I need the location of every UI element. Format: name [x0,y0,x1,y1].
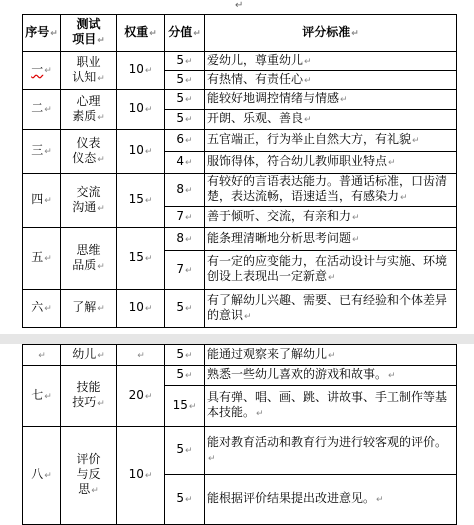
paragraph-mark: ↵ [185,158,193,168]
paragraph-mark: ↵ [44,391,52,402]
weight-cell: 10↵ [117,290,165,328]
paragraph-mark: ↵ [137,350,145,361]
weight-cell [117,345,165,366]
weight-cell: 15↵ [117,174,165,228]
paragraph-mark: ↵ [144,391,153,402]
header-seq: 序号↵ [23,15,61,52]
paragraph-mark: ↵ [185,234,193,245]
paragraph-mark: ↵ [185,136,193,146]
paragraph-mark: ↵ [328,350,336,361]
paragraph-mark: ↵ [235,0,244,11]
paragraph-mark: ↵ [256,409,264,419]
paragraph-mark: ↵ [144,304,153,314]
table-row [23,290,457,328]
test-item: 了解↵ [61,290,117,328]
criteria-text: 能根据评价结果提出改进意见。↵ [205,475,457,525]
score-cell: 5↵ [165,52,205,71]
paragraph-mark: ↵ [185,212,193,223]
weight-cell: 10↵ [117,52,165,90]
weight-cell: 10↵ [117,130,165,174]
paragraph-mark: ↵ [185,115,193,125]
section-number: 二↵ [23,90,61,130]
paragraph-mark: ↵ [97,112,105,123]
paragraph-mark: ↵ [185,304,193,314]
paragraph-mark: ↵ [97,203,105,214]
test-item: 仪表 仪态↵ [61,130,117,174]
header-score: 分值↵ [165,15,205,52]
criteria-text: 有较好的言语表达能力。普通话标准，口齿清楚，表达流畅，语速适当，有感染力↵ [205,174,457,207]
criteria-text: 能对教育活动和教育行为进行较客观的评价。↵ [205,427,457,475]
criteria-text: 开朗、乐观、善良↵ [205,110,457,130]
paragraph-mark: ↵ [97,261,105,272]
paragraph-mark: ↵ [412,136,420,146]
paragraph-mark: ↵ [44,471,52,481]
test-item: 心理 素质↵ [61,90,117,130]
criteria-text: 有热情、有责任心↵ [205,71,457,90]
test-item: 交流 沟通↵ [61,174,117,228]
section-number: 一↵ [23,52,61,90]
paragraph-mark: ↵ [400,193,408,203]
test-item: 思维 品质↵ [61,228,117,290]
table-row [23,366,457,386]
section-number: 七↵ [23,366,61,427]
paragraph-mark: ↵ [352,212,360,223]
test-item: 评价 与反 思↵ [61,427,117,525]
paragraph-mark: ↵ [185,185,193,196]
section-number: 八↵ [23,427,61,525]
paragraph-mark: ↵ [376,495,384,505]
paragraph-mark: ↵ [44,105,52,115]
score-cell: 7↵ [165,251,205,290]
paragraph-mark: ↵ [185,446,193,456]
section-number: 五↵ [23,228,61,290]
criteria-text: 有了解幼儿兴趣、需要、已有经验和个体差异的意识↵ [205,290,457,328]
paragraph-mark: ↵ [185,265,193,276]
paragraph-mark: ↵ [185,56,193,67]
paragraph-mark: ↵ [144,105,153,115]
criteria-text: 服饰得体，符合幼儿教师职业特点↵ [205,152,457,174]
table-row [23,427,457,475]
paragraph-mark: ↵ [304,115,312,125]
table-row [23,345,457,366]
paragraph-mark: ↵ [188,401,197,412]
paragraph-mark: ↵ [388,371,396,381]
criteria-text: 能条理清晰地分析思考问题↵ [205,228,457,251]
test-item: 幼儿↵ [61,345,117,366]
paragraph-mark: ↵ [340,95,348,105]
paragraph-mark: ↵ [185,95,193,105]
paragraph-mark: ↵ [97,399,105,409]
score-cell: 8↵ [165,228,205,251]
paragraph-mark: ↵ [185,495,193,505]
score-cell: 5↵ [165,90,205,110]
paragraph-mark: ↵ [97,154,105,165]
score-cell: 4↵ [165,152,205,174]
header-standard: 评分标准↵ [205,15,457,52]
section-number: 三↵ [23,130,61,174]
criteria-text: 熟悉一些幼儿喜欢的游戏和故事。↵ [205,366,457,386]
header-row [23,15,457,52]
paragraph-mark: ↵ [352,234,360,245]
paragraph-mark: ↵ [388,158,396,168]
paragraph-mark: ↵ [328,273,336,283]
paragraph-mark: ↵ [144,471,153,481]
criteria-text: 五官端正，行为举止自然大方，有礼貌↵ [205,130,457,152]
paragraph-mark: ↵ [185,350,193,361]
score-cell: 5↵ [165,71,205,90]
score-cell: 5↵ [165,290,205,328]
scoring-table-continued [22,344,457,525]
paragraph-mark: ↵ [304,56,312,67]
weight-cell: 10↵ [117,90,165,130]
paragraph-mark: ↵ [97,350,105,361]
criteria-text: 具有弹、唱、画、跳、讲故事、手工制作等基本技能。↵ [205,386,457,427]
paragraph-mark: ↵ [304,75,312,86]
paragraph-mark: ↵ [244,311,252,322]
score-cell: 7↵ [165,207,205,228]
paragraph-mark: ↵ [97,304,105,314]
paragraph-mark: ↵ [38,350,46,361]
paragraph-mark: ↵ [185,75,193,86]
table-row [23,130,457,152]
paragraph-mark: ↵ [208,453,216,464]
table-row [23,90,457,110]
paragraph-mark: ↵ [44,254,52,264]
paragraph-mark: ↵ [44,66,52,76]
criteria-text: 能通过观察来了解幼儿↵ [205,345,457,366]
score-cell: 5↵ [165,345,205,366]
table-row [23,228,457,251]
page-break [0,334,474,344]
paragraph-mark: ↵ [144,66,153,76]
header-item: 测试 项目↵ [61,15,117,52]
score-cell: 5↵ [165,110,205,130]
paragraph-mark: ↵ [144,147,153,157]
score-cell: 5↵ [165,427,205,475]
paragraph-mark: ↵ [44,147,52,157]
scoring-table [22,14,457,328]
table-row [23,52,457,71]
table-row [23,174,457,207]
paragraph-mark: ↵ [144,196,153,206]
section-number: 四↵ [23,174,61,228]
weight-cell: 20↵ [117,366,165,427]
score-cell: 5↵ [165,366,205,386]
score-cell: 6↵ [165,130,205,152]
paragraph-mark: ↵ [91,486,99,496]
paragraph-mark: ↵ [185,371,193,381]
test-item: 职业 认知↵ [61,52,117,90]
section-number: 六↵ [23,290,61,328]
paragraph-mark: ↵ [144,254,153,264]
paragraph-mark: ↵ [44,196,52,206]
score-cell: 15↵ [165,386,205,427]
criteria-text: 有一定的应变能力，在活动设计与实施、环境创设上表现出一定新意↵ [205,251,457,290]
criteria-text: 善于倾听、交流，有亲和力↵ [205,207,457,228]
score-cell: 5↵ [165,475,205,525]
header-weight: 权重↵ [117,15,165,52]
score-cell: 8↵ [165,174,205,207]
test-item: 技能 技巧↵ [61,366,117,427]
weight-cell: 10↵ [117,427,165,525]
criteria-text: 爱幼儿，尊重幼儿↵ [205,52,457,71]
criteria-text: 能较好地调控情绪与情感↵ [205,90,457,110]
paragraph-mark: ↵ [44,304,52,314]
weight-cell: 15↵ [117,228,165,290]
section-number [23,345,61,366]
paragraph-mark: ↵ [97,73,105,84]
